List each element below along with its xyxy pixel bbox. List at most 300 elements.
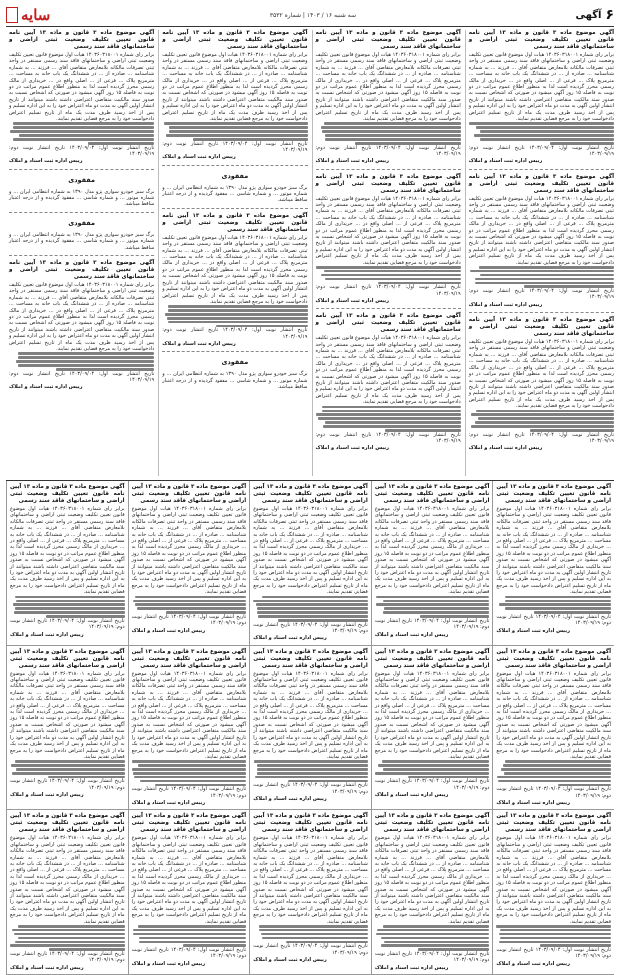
text-lines [375,760,490,778]
divider [469,169,614,170]
text-lines [316,406,461,432]
text-line [475,282,614,285]
legal-notice [316,30,461,165]
legal-notice [162,213,307,348]
legal-notice [10,484,125,638]
legal-notice [469,317,614,452]
text-lines [375,596,490,618]
page-number-block [575,7,614,23]
text-line [13,126,154,129]
ad-cell [249,646,371,811]
notice-body: برابر رای شماره ۱۴۰۳۶۰۳۱۸۰۰۱ هیات اول موضوع قانون تعیین تکلیف وضعیت ثبتی اراضی و ساختمانهای فاقد سند رسمی مستقر در واحد ثبتی تصرفات مالکانه بلامعارض متقاضی آقای ... فرزند ... به شماره شناسنامه ... صادره از ... در ششدانگ یک باب خانه به مساحت ... مترمربع پلاک ... فرعی از ... اصلی واقع در ... خریداری از مالک رسمی محرز گردیده است لذا به منظور اطلاع عموم مراتب در دو نوبت به فاصله ۱۵ روز آگهی میشود در صورتی که اشخاص نسبت به صدور سند مالکیت متقاضی اعتراضی داشته باشند میتوانند از تاریخ انتشار اولین آگهی به مدت دو ماه اعتراض خود را به این اداره تسلیم و پس از اخذ رسید ظرف مدت یک ماه از تاریخ تسلیم اعتراض دادخواست خود را به مرجع قضایی تقدیم نمایند. [253,835,368,925]
column-3 [158,30,307,476]
text-line [18,364,154,367]
notice-body: برابر رای شماره ۱۴۰۳۶۰۳۱۸۰۰۱ هیات اول موضوع قانون تعیین تکلیف وضعیت ثبتی اراضی و ساختمانهای فاقد سند رسمی مستقر در واحد ثبتی تصرفات مالکانه بلامعارض متقاضی آقای ... فرزند ... به شماره شناسنامه ... صادره از ... در ششدانگ یک باب خانه به مساحت ... مترمربع پلاک ... فرعی از ... اصلی واقع در ... خریداری از مالک رسمی محرز گردیده است لذا به منظور اطلاع عموم مراتب در دو نوبت به فاصله ۱۵ روز آگهی میشود در صورتی که اشخاص نسبت به صدور سند مالکیت متقاضی اعتراضی داشته باشند میتوانند از تاریخ انتشار اولین آگهی به مدت دو ماه اعتراض خود را به این اداره تسلیم و پس از اخذ رسید ظرف مدت یک ماه از تاریخ تسلیم اعتراض دادخواست خود را به مرجع قضایی تقدیم نمایند. [468,339,614,410]
text-line [325,278,461,281]
text-line [134,776,246,779]
legal-notice [375,484,490,638]
notice-signature: رییس اداره ثبت اسناد و املاک [496,627,570,634]
publish-dates: تاریخ انتشار نوبت اول: ۱۴۰۳/۰۹/۰۴ تاریخ انتشار نوبت دوم: ۱۴۰۳/۰۹/۱۹ [496,947,611,960]
text-line [381,937,489,940]
publish-dates: تاریخ انتشار نوبت اول: ۱۴۰۳/۰۹/۰۴ تاریخ انتشار نوبت دوم: ۱۴۰۳/۰۹/۱۹ [9,144,155,157]
text-line [56,368,154,371]
notice-signature: رییس اداره ثبت اسناد و املاک [9,384,83,391]
text-line [475,421,614,424]
notice-title: آگهی موضوع ماده ۳ قانون و ماده ۱۳ آیین نامه قانون تعیین تکلیف وضعیت ثبتی اراضی و ساختمانهای فاقد سند رسمی [253,813,368,834]
text-line [261,933,368,936]
divider [469,312,614,313]
text-line [378,282,460,285]
text-line [49,948,124,951]
text-line [524,285,614,288]
notice-title: آگهی موضوع ماده ۳ قانون و ماده ۱۳ آیین نامه قانون تعیین تکلیف وضعیت ثبتی اراضی و ساختمانهای فاقد سند رسمی [496,648,611,669]
notice-title: آگهی موضوع ماده ۳ قانون و ماده ۱۳ آیین نامه قانون تعیین تکلیف وضعیت ثبتی اراضی و ساختمانهای فاقد سند رسمی [468,30,614,50]
notice-body: برابر رای شماره ۱۴۰۳۶۰۳۱۸۰۰۱ هیات اول موضوع قانون تعیین تکلیف وضعیت ثبتی اراضی و ساختمانهای فاقد سند رسمی مستقر در واحد ثبتی تصرفات مالکانه بلامعارض متقاضی آقای ... فرزند ... به شماره شناسنامه ... صادره از ... در ششدانگ یک باب خانه به مساحت ... مترمربع پلاک ... فرعی از ... اصلی واقع در ... خریداری از مالک رسمی محرز گردیده است لذا به منظور اطلاع عموم مراتب در دو نوبت به فاصله ۱۵ روز آگهی میشود در صورتی که اشخاص نسبت به صدور سند مالکیت متقاضی اعتراضی داشته باشند میتوانند از تاریخ انتشار اولین آگهی به مدت دو ماه اعتراض خود را به این اداره تسلیم و پس از اخذ رسید ظرف مدت یک ماه از تاریخ تسلیم اعتراض دادخواست خود را به مرجع قضایی تقدیم نمایند. [131,670,247,760]
text-line [355,142,460,145]
notice-title: آگهی موضوع ماده ۳ قانون و ماده ۱۳ آیین نامه قانون تعیین تکلیف وضعیت ثبتی اراضی و ساختمانهای فاقد سند رسمی [496,484,611,504]
text-lines [469,410,614,432]
publish-dates: تاریخ انتشار نوبت اول: ۱۴۰۳/۰۹/۰۴ تاریخ انتشار نوبت دوم: ۱۴۰۳/۰۹/۱۹ [374,778,490,791]
text-lines [253,760,368,782]
section-heading: مفقودی [68,218,95,227]
publish-dates: تاریخ انتشار نوبت اول: ۱۴۰۳/۰۹/۰۴ تاریخ انتشار نوبت دوم: ۱۴۰۳/۰۹/۱۹ [374,617,490,631]
notice-title: آگهی موضوع ماده ۳ قانون و ماده ۱۳ آیین نامه قانون تعیین تکلیف وضعیت ثبتی اراضی و ساختمانهای فاقد سند رسمی [253,648,368,669]
text-line [10,130,154,133]
text-line [257,772,367,775]
text-line [257,611,367,614]
text-line [183,944,246,947]
text-line [324,122,461,125]
text-line [383,768,490,771]
text-line [258,615,368,618]
legal-notice [496,649,611,807]
page-number: ۶ [605,7,614,23]
notice-signature: رییس اداره ثبت اسناد و املاک [315,297,390,304]
text-lines [132,925,247,947]
text-line [499,941,611,944]
text-line [499,933,611,936]
legal-notice [469,174,614,309]
publish-dates: تاریخ انتشار نوبت اول: ۱۴۰۳/۰۹/۰۴ تاریخ انتشار نوبت دوم: ۱۴۰۳/۰۹/۱۹ [253,621,368,635]
text-line [383,600,489,603]
text-line [478,417,614,420]
notice-signature: رییس اداره ثبت اسناد و املاک [10,792,84,799]
text-line [288,780,368,783]
legal-notice [132,484,247,634]
publish-dates: تاریخ انتشار نوبت اول: ۱۴۰۳/۰۹/۰۴ تاریخ انتشار نوبت دوم: ۱۴۰۳/۰۹/۱۹ [131,786,247,799]
logo-text: سایه [21,6,51,24]
notice-title: آگهی موضوع ماده ۳ قانون و ماده ۱۳ آیین نامه قانون تعیین تکلیف وضعیت ثبتی اراضی و ساختمانهای فاقد سند رسمی [374,484,490,504]
text-lines [10,925,125,951]
notice-signature: رییس اداره ثبت اسناد و املاک [9,158,83,165]
text-line [164,122,307,125]
text-line [257,764,367,767]
text-line [169,130,308,133]
text-line [18,925,124,928]
text-line [530,429,614,432]
divider [162,351,307,352]
text-line [469,122,614,125]
text-line [46,615,124,618]
text-line [262,596,368,599]
text-lines [496,925,611,947]
bottom-ad-grid [6,480,614,971]
masthead [6,4,614,27]
publish-dates: تاریخ انتشار نوبت اول: ۱۴۰۳/۰۹/۰۴ تاریخ انتشار نوبت دوم: ۱۴۰۳/۰۹/۱۹ [162,327,308,340]
text-line [377,929,490,932]
text-line [324,270,460,273]
notice-signature: رییس اداره ثبت اسناد و املاک [162,341,236,348]
notice-signature: رییس اداره ثبت اسناد و املاک [253,956,327,963]
text-line [471,413,614,416]
legal-notice [132,649,247,807]
notice-signature: رییس اداره ثبت اسناد و املاک [10,631,84,638]
publish-dates: تاریخ انتشار نوبت اول: ۱۴۰۳/۰۹/۰۴ تاریخ انتشار نوبت دوم: ۱۴۰۳/۰۹/۱۹ [468,431,614,444]
notice-signature: رییس اداره ثبت اسناد و املاک [468,301,543,308]
ad-cell [128,810,250,975]
publish-dates: تاریخ انتشار نوبت اول: ۱۴۰۳/۰۹/۰۴ تاریخ انتشار نوبت دوم: ۱۴۰۳/۰۹/۱۹ [10,778,125,791]
divider [316,169,461,170]
notice-signature: رییس اداره ثبت اسناد و املاک [496,800,570,807]
text-line [253,600,368,603]
publish-dates: تاریخ انتشار نوبت اول: ۱۴۰۳/۰۹/۰۴ تاریخ انتشار نوبت دوم: ۱۴۰۳/۰۹/۱۹ [468,288,614,301]
notice-body: برابر رای شماره ۱۴۰۳۶۰۳۱۸۰۰۱ هیات اول موضوع قانون تعیین تکلیف وضعیت ثبتی اراضی و ساختمانهای فاقد سند رسمی مستقر در واحد ثبتی تصرفات مالکانه بلامعارض متقاضی آقای ... فرزند ... به شماره شناسنامه ... صادره از ... در ششدانگ یک باب خانه به مساحت ... مترمربع پلاک ... فرعی از ... اصلی واقع در ... خریداری از مالک رسمی محرز گردیده است لذا به منظور اطلاع عموم مراتب در دو نوبت به فاصله ۱۵ روز آگهی میشود در صورتی که اشخاص نسبت به صدور سند مالکیت متقاضی اعتراضی داشته باشند میتوانند از تاریخ انتشار اولین آگهی به مدت دو ماه اعتراض خود را به این اداره تسلیم و پس از اخذ رسید ظرف مدت یک ماه از تاریخ تسلیم اعتراض دادخواست خود را به مرجع قضایی تقدیم نمایند. [315,52,461,123]
text-line [384,607,490,610]
publish-dates: تاریخ انتشار نوبت اول: ۱۴۰۳/۰۹/۰۴ تاریخ انتشار نوبت دوم: ۱۴۰۳/۰۹/۱۹ [468,144,614,157]
notice-title: آگهی موضوع ماده ۳ قانون و ماده ۱۳ آیین نامه قانون تعیین تکلیف وضعیت ثبتی اراضی و ساختمانهای فاقد سند رسمی [131,484,247,504]
text-line [500,937,611,940]
text-line [479,266,614,269]
text-line [13,138,154,141]
text-line [256,603,368,606]
notice-signature: رییس اداره ثبت اسناد و املاک [315,445,390,452]
notice-body: برابر رای شماره ۱۴۰۳۶۰۳۱۸۰۰۱ هیات اول موضوع قانون تعیین تکلیف وضعیت ثبتی اراضی و ساختمانهای فاقد سند رسمی مستقر در واحد ثبتی تصرفات مالکانه بلامعارض متقاضی آقای ... فرزند ... به شماره شناسنامه ... صادره از ... در ششدانگ یک باب خانه به مساحت ... مترمربع پلاک ... فرعی از ... اصلی واقع در ... خریداری از مالک رسمی محرز گردیده است لذا به منظور اطلاع عموم مراتب در دو نوبت به فاصله ۱۵ روز آگهی میشود در صورتی که اشخاص نسبت به صدور سند مالکیت متقاضی اعتراضی داشته باشند میتوانند از تاریخ انتشار اولین آگهی به مدت دو ماه اعتراض خود را به این اداره تسلیم و پس از اخذ رسید ظرف مدت یک ماه از تاریخ تسلیم اعتراض دادخواست خود را به مرجع قضایی تقدیم نمایند. [468,52,614,123]
text-line [259,929,368,932]
text-line [166,134,307,137]
text-line [15,941,125,944]
text-lines [253,925,368,943]
notice-title: آگهی موضوع ماده ۳ قانون و ماده ۱۳ آیین نامه قانون تعیین تکلیف وضعیت ثبتی اراضی و ساختمانهای فاقد سند رسمی [9,30,155,50]
ad-cell [492,481,614,646]
text-lines [375,925,490,951]
text-line [16,600,124,603]
notice-body: برابر رای شماره ۱۴۰۳۶۰۳۱۸۰۰۱ هیات اول موضوع قانون تعیین تکلیف وضعیت ثبتی اراضی و ساختمانهای فاقد سند رسمی مستقر در واحد ثبتی تصرفات مالکانه بلامعارض متقاضی آقای ... فرزند ... به شماره شناسنامه ... صادره از ... در ششدانگ یک باب خانه به مساحت ... مترمربع پلاک ... فرعی از ... اصلی واقع در ... خریداری از مالک رسمی محرز گردیده است لذا به منظور اطلاع عموم مراتب در دو نوبت به فاصله ۱۵ روز آگهی میشود در صورتی که اشخاص نسبت به صدور سند مالکیت متقاضی اعتراضی داشته باشند میتوانند از تاریخ انتشار اولین آگهی به مدت دو ماه اعتراض خود را به این اداره تسلیم و پس از اخذ رسید ظرف مدت یک ماه از تاریخ تسلیم اعتراض دادخواست خود را به مرجع قضایی تقدیم نمایند. [315,195,461,266]
text-line [383,611,489,614]
text-line [257,768,368,771]
lost-item-notice: برگ سبز خودرو سواری پژو مدل ۱۳۹۰ به شماره انتظامی ایران ... و شماره موتور ... و شماره شاسی ... مفقود گردیده و از درجه اعتبار ساقط میباشد. [9,231,155,251]
notice-body: برابر رای شماره ۱۴۰۳۶۰۳۱۸۰۰۱ هیات اول موضوع قانون تعیین تکلیف وضعیت ثبتی اراضی و ساختمانهای فاقد سند رسمی مستقر در واحد ثبتی تصرفات مالکانه بلامعارض متقاضی آقای ... فرزند ... به شماره شناسنامه ... صادره از ... در ششدانگ یک باب خانه به مساحت ... مترمربع پلاک ... فرعی از ... اصلی واقع در ... خریداری از مالک رسمی محرز گردیده است لذا به منظور اطلاع عموم مراتب در دو نوبت به فاصله ۱۵ روز آگهی میشود در صورتی که اشخاص نسبت به صدور سند مالکیت متقاضی اعتراضی داشته باشند میتوانند از تاریخ انتشار اولین آگهی به مدت دو ماه اعتراض خود را به این اداره تسلیم و پس از اخذ رسید ظرف مدت یک ماه از تاریخ تسلیم اعتراض دادخواست خود را به مرجع قضایی تقدیم نمایند. [374,506,490,596]
text-lines [469,266,614,288]
text-line [168,305,308,308]
text-line [135,603,246,606]
text-line [476,126,614,129]
text-line [15,596,124,599]
notice-body: برابر رای شماره ۱۴۰۳۶۰۳۱۸۰۰۱ هیات اول موضوع قانون تعیین تکلیف وضعیت ثبتی اراضی و ساختمانهای فاقد سند رسمی مستقر در واحد ثبتی تصرفات مالکانه بلامعارض متقاضی آقای ... فرزند ... به شماره شناسنامه ... صادره از ... در ششدانگ یک باب خانه به مساحت ... مترمربع پلاک ... فرعی از ... اصلی واقع در ... خریداری از مالک رسمی محرز گردیده است لذا به منظور اطلاع عموم مراتب در دو نوبت به فاصله ۱۵ روز آگهی میشود در صورتی که اشخاص نسبت به صدور سند مالکیت متقاضی اعتراضی داشته باشند میتوانند از تاریخ انتشار اولین آگهی به مدت دو ماه اعتراض خود را به این اداره تسلیم و پس از اخذ رسید ظرف مدت یک ماه از تاریخ تسلیم اعتراض دادخواست خود را به مرجع قضایی تقدیم نمایند. [131,506,247,596]
notice-title: آگهی موضوع ماده ۳ قانون و ماده ۱۳ آیین نامه قانون تعیین تکلیف وضعیت ثبتی اراضی و ساختمانهای فاقد سند رسمی [253,484,368,504]
text-line [18,352,154,355]
notice-body: برابر رای شماره ۱۴۰۳۶۰۳۱۸۰۰۱ هیات اول موضوع قانون تعیین تکلیف وضعیت ثبتی اراضی و ساختمانهای فاقد سند رسمی مستقر در واحد ثبتی تصرفات مالکانه بلامعارض متقاضی آقای ... فرزند ... به شماره شناسنامه ... صادره از ... در ششدانگ یک باب خانه به مساحت ... مترمربع پلاک ... فرعی از ... اصلی واقع در ... خریداری از مالک رسمی محرز گردیده است لذا به منظور اطلاع عموم مراتب در دو نوبت به فاصله ۱۵ روز آگهی میشود در صورتی که اشخاص نسبت به صدور سند مالکیت متقاضی اعتراضی داشته باشند میتوانند از تاریخ انتشار اولین آگهی به مدت دو ماه اعتراض خود را به این اداره تسلیم و پس از اخذ رسید ظرف مدت یک ماه از تاریخ تسلیم اعتراض دادخواست خود را به مرجع قضایی تقدیم نمایند. [374,835,490,925]
text-line [383,925,490,928]
text-line [167,317,307,320]
text-line [132,768,246,771]
newspaper-logo [6,6,50,24]
divider [9,212,154,213]
text-line [497,776,611,779]
text-line [500,929,611,932]
notice-title: آگهی موضوع ماده ۳ قانون و ماده ۱۳ آیین نامه قانون تعیین تکلیف وضعیت ثبتی اراضی و ساختمانهای فاقد سند رسمی [131,813,247,834]
text-line [558,784,611,787]
legal-notice [469,30,614,165]
text-line [480,130,614,133]
publish-dates: تاریخ انتشار نوبت اول: ۱۴۰۳/۰۹/۰۴ تاریخ انتشار نوبت دوم: ۱۴۰۳/۰۹/۱۹ [315,284,461,297]
text-line [325,134,461,137]
text-line [325,421,461,424]
text-line [18,356,155,359]
text-line [12,772,125,775]
text-lines [496,760,611,786]
text-line [376,596,490,599]
divider [162,165,307,166]
text-line [322,130,461,133]
logo-mark-icon [6,7,18,23]
legal-notice [253,649,368,803]
text-line [503,764,611,767]
text-lines [10,760,125,778]
publish-dates: تاریخ انتشار نوبت اول: ۱۴۰۳/۰۹/۰۴ تاریخ انتشار نوبت دوم: ۱۴۰۳/۰۹/۱۹ [496,613,611,627]
text-line [138,764,246,767]
legal-notice [253,813,368,963]
ad-cell [492,646,614,811]
issue-line: سه شنبه ۱۶ / ۱۴۰۳ | شماره ۳۵۳۲ [269,11,356,19]
text-line [140,780,247,783]
notice-signature: رییس اداره ثبت اسناد و املاک [131,627,206,634]
column-2 [312,30,461,476]
notice-body: برابر رای شماره ۱۴۰۳۶۰۳۱۸۰۰۱ هیات اول موضوع قانون تعیین تکلیف وضعیت ثبتی اراضی و ساختمانهای فاقد سند رسمی مستقر در واحد ثبتی تصرفات مالکانه بلامعارض متقاضی آقای ... فرزند ... به شماره شناسنامه ... صادره از ... در ششدانگ یک باب خانه به مساحت ... مترمربع پلاک ... فرعی از ... اصلی واقع در ... خریداری از مالک رسمی محرز گردیده است لذا به منظور اطلاع عموم مراتب در دو نوبت به فاصله ۱۵ روز آگهی میشود در صورتی که اشخاص نسبت به صدور سند مالکیت متقاضی اعتراضی داشته باشند میتوانند از تاریخ انتشار اولین آگهی به مدت دو ماه اعتراض خود را به این اداره تسلیم و پس از اخذ رسید ظرف مدت یک ماه از تاریخ تسلیم اعتراض دادخواست خود را به مرجع قضایی تقدیم نمایند. [131,835,247,925]
text-line [499,603,611,606]
text-line [385,429,461,432]
ad-cell [6,481,128,646]
text-line [168,309,307,312]
text-line [19,134,155,137]
notice-signature: رییس اداره ثبت اسناد و املاک [162,154,236,161]
legal-notice [10,649,125,799]
text-line [534,611,611,614]
text-line [262,937,368,940]
notice-title: آگهی موضوع ماده ۳ قانون و ماده ۱۳ آیین نامه قانون تعیین تکلیف وضعیت ثبتی اراضی و ساختمانهای فاقد سند رسمی [315,30,461,50]
text-line [322,410,461,413]
section-heading: مفقودی [68,175,95,184]
publish-dates: تاریخ انتشار نوبت اول: ۱۴۰۳/۰۹/۰۴ تاریخ انتشار نوبت دوم: ۱۴۰۳/۰۹/۱۹ [162,140,308,154]
text-line [475,278,614,281]
notice-signature: رییس اداره ثبت اسناد و املاک [374,792,449,799]
text-lines [316,122,461,144]
legal-notice [496,484,611,634]
legal-notice [316,174,461,305]
ad-cell [128,481,250,646]
text-line [133,600,246,603]
notice-title: آگهی موضوع ماده ۳ قانون و ماده ۱۳ آیین نامه قانون تعیین تکلیف وضعیت ثبتی اراضی و ساختمانهای فاقد سند رسمی [468,317,614,338]
divider [162,208,307,209]
text-line [10,944,124,947]
text-line [318,417,461,420]
ad-cell [249,810,371,975]
text-line [14,933,125,936]
text-line [321,126,461,129]
text-line [12,929,125,932]
text-line [540,944,611,947]
text-lines [496,596,611,614]
publish-dates: تاریخ انتشار نوبت اول: ۱۴۰۳/۰۹/۰۴ تاریخ انتشار نوبت دوم: ۱۴۰۳/۰۹/۱۹ [131,613,247,627]
text-line [11,764,125,767]
text-lines [316,266,461,284]
notice-body: برابر رای شماره ۱۴۰۳۶۰۳۱۸۰۰۱ هیات اول موضوع قانون تعیین تکلیف وضعیت ثبتی اراضی و ساختمانهای فاقد سند رسمی مستقر در واحد ثبتی تصرفات مالکانه بلامعارض متقاضی آقای ... فرزند ... به شماره شناسنامه ... صادره از ... در ششدانگ یک باب خانه به مساحت ... مترمربع پلاک ... فرعی از ... اصلی واقع در ... خریداری از مالک رسمی محرز گردیده است لذا به منظور اطلاع عموم مراتب در دو نوبت به فاصله ۱۵ روز آگهی میشود در صورتی که اشخاص نسبت به صدور سند مالکیت متقاضی اعتراضی داشته باشند میتوانند از تاریخ انتشار اولین آگهی به مدت دو ماه اعتراض خود را به این اداره تسلیم و پس از اخذ رسید ظرف مدت یک ماه از تاریخ تسلیم اعتراض دادخواست خود را به مرجع قضایی تقدیم نمایند. [496,835,611,925]
ad-cell [128,646,250,811]
text-line [376,603,489,606]
divider [9,255,154,256]
text-line [384,941,490,944]
text-line [496,925,611,928]
notice-signature: رییس اداره ثبت اسناد و املاک [315,158,390,165]
notice-title: آگهی موضوع ماده ۳ قانون و ماده ۱۳ آیین نامه قانون تعیین تکلیف وضعیت ثبتی اراضی و ساختمانهای فاقد سند رسمی [468,173,614,194]
text-line [476,410,615,413]
notice-body: برابر رای شماره ۱۴۰۳۶۰۳۱۸۰۰۱ هیات اول موضوع قانون تعیین تکلیف وضعیت ثبتی اراضی و ساختمانهای فاقد سند رسمی مستقر در واحد ثبتی تصرفات مالکانه بلامعارض متقاضی آقای ... فرزند ... به شماره شناسنامه ... صادره از ... در ششدانگ یک باب خانه به مساحت ... مترمربع پلاک ... فرعی از ... اصلی واقع در ... خریداری از مالک رسمی محرز گردیده است لذا به منظور اطلاع عموم مراتب در دو نوبت به فاصله ۱۵ روز آگهی میشود در صورتی که اشخاص نسبت به صدور سند مالکیت متقاضی اعتراضی داشته باشند میتوانند از تاریخ انتشار اولین آگهی به مدت دو ماه اعتراض خود را به این اداره تسلیم و پس از اخذ رسید ظرف مدت یک ماه از تاریخ تسلیم اعتراض دادخواست خود را به مرجع قضایی تقدیم نمایند. [162,52,308,123]
publish-dates: تاریخ انتشار نوبت اول: ۱۴۰۳/۰۹/۰۴ تاریخ انتشار نوبت دوم: ۱۴۰۳/۰۹/۱۹ [131,947,247,960]
notice-body: برابر رای شماره ۱۴۰۳۶۰۳۱۸۰۰۱ هیات اول موضوع قانون تعیین تکلیف وضعیت ثبتی اراضی و ساختمانهای فاقد سند رسمی مستقر در واحد ثبتی تصرفات مالکانه بلامعارض متقاضی آقای ... فرزند ... به شماره شناسنامه ... صادره از ... در ششدانگ یک باب خانه به مساحت ... مترمربع پلاک ... فرعی از ... اصلی واقع در ... خریداری از مالک رسمی محرز گردیده است لذا به منظور اطلاع عموم مراتب در دو نوبت به فاصله ۱۵ روز آگهی میشود در صورتی که اشخاص نسبت به صدور سند مالکیت متقاضی اعتراضی داشته باشند میتوانند از تاریخ انتشار اولین آگهی به مدت دو ماه اعتراض خود را به این اداره تسلیم و پس از اخذ رسید ظرف مدت یک ماه از تاریخ تسلیم اعتراض دادخواست خود را به مرجع قضایی تقدیم نمایند. [374,670,490,760]
notice-body: برابر رای شماره ۱۴۰۳۶۰۳۱۸۰۰۱ هیات اول موضوع قانون تعیین تکلیف وضعیت ثبتی اراضی و ساختمانهای فاقد سند رسمی مستقر در واحد ثبتی تصرفات مالکانه بلامعارض متقاضی آقای ... فرزند ... به شماره شناسنامه ... صادره از ... در ششدانگ یک باب خانه به مساحت ... مترمربع پلاک ... فرعی از ... اصلی واقع در ... خریداری از مالک رسمی محرز گردیده است لذا به منظور اطلاع عموم مراتب در دو نوبت به فاصله ۱۵ روز آگهی میشود در صورتی که اشخاص نسبت به صدور سند مالکیت متقاضی اعتراضی داشته باشند میتوانند از تاریخ انتشار اولین آگهی به مدت دو ماه اعتراض خود را به این اداره تسلیم و پس از اخذ رسید ظرف مدت یک ماه از تاریخ تسلیم اعتراض دادخواست خود را به مرجع قضایی تقدیم نمایند. [9,52,155,123]
notice-title: آگهی موضوع ماده ۳ قانون و ماده ۱۳ آیین نامه قانون تعیین تکلیف وضعیت ثبتی اراضی و ساختمانهای فاقد سند رسمی [162,30,308,50]
legal-notice [9,30,154,165]
notice-title: آگهی موضوع ماده ۳ قانون و ماده ۱۳ آیین نامه قانون تعیین تکلیف وضعیت ثبتی اراضی و ساختمانهای فاقد سند رسمی [374,813,490,834]
text-line [18,937,125,940]
notice-title: آگهی موضوع ماده ۳ قانون و ماده ۱۳ آیین نامه قانون تعیین تکلیف وضعیت ثبتی اراضی و ساختمانهای فاقد سند رسمی [131,648,247,669]
notice-signature: رییس اداره ثبت اسناد و املاک [374,964,449,971]
notice-body: برابر رای شماره ۱۴۰۳۶۰۳۱۸۰۰۱ هیات اول موضوع قانون تعیین تکلیف وضعیت ثبتی اراضی و ساختمانهای فاقد سند رسمی مستقر در واحد ثبتی تصرفات مالکانه بلامعارض متقاضی آقای ... فرزند ... به شماره شناسنامه ... صادره از ... در ششدانگ یک باب خانه به مساحت ... مترمربع پلاک ... فرعی از ... اصلی واقع در ... خریداری از مالک رسمی محرز گردیده است لذا به منظور اطلاع عموم مراتب در دو نوبت به فاصله ۱۵ روز آگهی میشود در صورتی که اشخاص نسبت به صدور سند مالکیت متقاضی اعتراضی داشته باشند میتوانند از تاریخ انتشار اولین آگهی به مدت دو ماه اعتراض خود را به این اداره تسلیم و پس از اخذ رسید ظرف مدت یک ماه از تاریخ تسلیم اعتراض دادخواست خود را به مرجع قضایی تقدیم نمایند. [10,670,125,760]
text-line [505,607,611,610]
top-columns [6,30,614,476]
text-lines [9,352,154,370]
column-4 [6,30,154,476]
legal-notice [9,260,154,391]
text-line [88,142,154,145]
notice-body: برابر رای شماره ۱۴۰۳۶۰۳۱۸۰۰۱ هیات اول موضوع قانون تعیین تکلیف وضعیت ثبتی اراضی و ساختمانهای فاقد سند رسمی مستقر در واحد ثبتی تصرفات مالکانه بلامعارض متقاضی آقای ... فرزند ... به شماره شناسنامه ... صادره از ... در ششدانگ یک باب خانه به مساحت ... مترمربع پلاک ... فرعی از ... اصلی واقع در ... خریداری از مالک رسمی محرز گردیده است لذا به منظور اطلاع عموم مراتب در دو نوبت به فاصله ۱۵ روز آگهی میشود در صورتی که اشخاص نسبت به صدور سند مالکیت متقاضی اعتراضی داشته باشند میتوانند از تاریخ انتشار اولین آگهی به مدت دو ماه اعتراض خود را به این اداره تسلیم و پس از اخذ رسید ظرف مدت یک ماه از تاریخ تسلیم اعتراض دادخواست خود را به مرجع قضایی تقدیم نمایند. [496,670,611,760]
section-name: آگهی [575,9,602,21]
text-lines [253,596,368,622]
text-line [382,760,490,763]
notice-signature: رییس اداره ثبت اسناد و املاک [374,631,449,638]
text-line [193,138,307,141]
notice-body: برابر رای شماره ۱۴۰۳۶۰۳۱۸۰۰۱ هیات اول موضوع قانون تعیین تکلیف وضعیت ثبتی اراضی و ساختمانهای فاقد سند رسمی مستقر در واحد ثبتی تصرفات مالکانه بلامعارض متقاضی آقای ... فرزند ... به شماره شناسنامه ... صادره از ... در ششدانگ یک باب خانه به مساحت ... مترمربع پلاک ... فرعی از ... اصلی واقع در ... خریداری از مالک رسمی محرز گردیده است لذا به منظور اطلاع عموم مراتب در دو نوبت به فاصله ۱۵ روز آگهی میشود در صورتی که اشخاص نسبت به صدور سند مالکیت متقاضی اعتراضی داشته باشند میتوانند از تاریخ انتشار اولین آگهی به مدت دو ماه اعتراض خود را به این اداره تسلیم و پس از اخذ رسید ظرف مدت یک ماه از تاریخ تسلیم اعتراض دادخواست خود را به مرجع قضایی تقدیم نمایند. [496,506,611,596]
text-line [257,607,368,610]
publish-dates: تاریخ انتشار نوبت اول: ۱۴۰۳/۰۹/۰۴ تاریخ انتشار نوبت دوم: ۱۴۰۳/۰۹/۱۹ [9,370,155,383]
text-line [216,325,308,328]
text-line [480,274,614,277]
notice-body: برابر رای شماره ۱۴۰۳۶۰۳۱۸۰۰۱ هیات اول موضوع قانون تعیین تکلیف وضعیت ثبتی اراضی و ساختمانهای فاقد سند رسمی مستقر در واحد ثبتی تصرفات مالکانه بلامعارض متقاضی آقای ... فرزند ... به شماره شناسنامه ... صادره از ... در ششدانگ یک باب خانه به مساحت ... مترمربع پلاک ... فرعی از ... اصلی واقع در ... خریداری از مالک رسمی محرز گردیده است لذا به منظور اطلاع عموم مراتب در دو نوبت به فاصله ۱۵ روز آگهی میشود در صورتی که اشخاص نسبت به صدور سند مالکیت متقاضی اعتراضی داشته باشند میتوانند از تاریخ انتشار اولین آگهی به مدت دو ماه اعتراض خود را به این اداره تسلیم و پس از اخذ رسید ظرف مدت یک ماه از تاریخ تسلیم اعتراض دادخواست خود را به مرجع قضایی تقدیم نمایند. [253,506,368,596]
text-line [16,768,125,771]
notice-body: برابر رای شماره ۱۴۰۳۶۰۳۱۸۰۰۱ هیات اول موضوع قانون تعیین تکلیف وضعیت ثبتی اراضی و ساختمانهای فاقد سند رسمی مستقر در واحد ثبتی تصرفات مالکانه بلامعارض متقاضی آقای ... فرزند ... به شماره شناسنامه ... صادره از ... در ششدانگ یک باب خانه به مساحت ... مترمربع پلاک ... فرعی از ... اصلی واقع در ... خریداری از مالک رسمی محرز گردیده است لذا به منظور اطلاع عموم مراتب در دو نوبت به فاصله ۱۵ روز آگهی میشود در صورتی که اشخاص نسبت به صدور سند مالکیت متقاضی اعتراضی داشته باشند میتوانند از تاریخ انتشار اولین آگهی به مدت دو ماه اعتراض خود را به این اداره تسلیم و پس از اخذ رسید ظرف مدت یک ماه از تاریخ تسلیم اعتراض دادخواست خود را به مرجع قضایی تقدیم نمایند. [468,195,614,266]
text-line [381,944,490,947]
text-line [132,760,246,763]
notice-signature: رییس اداره ثبت اسناد و املاک [131,800,206,807]
text-line [168,321,307,324]
ad-cell [249,481,371,646]
text-line [325,138,460,141]
text-line [505,596,611,599]
text-line [504,772,611,775]
text-lines [469,122,614,144]
text-line [165,313,308,316]
notice-body: برابر رای شماره ۱۴۰۳۶۰۳۱۸۰۰۱ هیات اول موضوع قانون تعیین تکلیف وضعیت ثبتی اراضی و ساختمانهای فاقد سند رسمی مستقر در واحد ثبتی تصرفات مالکانه بلامعارض متقاضی آقای ... فرزند ... به شماره شناسنامه ... صادره از ... در ششدانگ یک باب خانه به مساحت ... مترمربع پلاک ... فرعی از ... اصلی واقع در ... خریداری از مالک رسمی محرز گردیده است لذا به منظور اطلاع عموم مراتب در دو نوبت به فاصله ۱۵ روز آگهی میشود در صورتی که اشخاص نسبت به صدور سند مالکیت متقاضی اعتراضی داشته باشند میتوانند از تاریخ انتشار اولین آگهی به مدت دو ماه اعتراض خود را به این اداره تسلیم و پس از اخذ رسید ظرف مدت یک ماه از تاریخ تسلیم اعتراض دادخواست خود را به مرجع قضایی تقدیم نمایند. [9,281,155,353]
notice-title: آگهی موضوع ماده ۳ قانون و ماده ۱۳ آیین نامه قانون تعیین تکلیف وضعیت ثبتی اراضی و ساختمانهای فاقد سند رسمی [162,212,308,233]
text-line [375,772,489,775]
notice-body: برابر رای شماره ۱۴۰۳۶۰۳۱۸۰۰۱ هیات اول موضوع قانون تعیین تکلیف وضعیت ثبتی اراضی و ساختمانهای فاقد سند رسمی مستقر در واحد ثبتی تصرفات مالکانه بلامعارض متقاضی آقای ... فرزند ... به شماره شناسنامه ... صادره از ... در ششدانگ یک باب خانه به مساحت ... مترمربع پلاک ... فرعی از ... اصلی واقع در ... خریداری از مالک رسمی محرز گردیده است لذا به منظور اطلاع عموم مراتب در دو نوبت به فاصله ۱۵ روز آگهی میشود در صورتی که اشخاص نسبت به صدور سند مالکیت متقاضی اعتراضی داشته باشند میتوانند از تاریخ انتشار اولین آگهی به مدت دو ماه اعتراض خود را به این اداره تسلیم و پس از اخذ رسید ظرف مدت یک ماه از تاریخ تسلیم اعتراض دادخواست خود را به مرجع قضایی تقدیم نمایند. [10,506,125,596]
divider [316,308,461,309]
notice-title: آگهی موضوع ماده ۳ قانون و ماده ۱۳ آیین نامه قانون تعیین تکلیف وضعیت ثبتی اراضی و ساختمانهای فاقد سند رسمی [374,648,490,669]
notice-title: آگهی موضوع ماده ۳ قانون و ماده ۱۳ آیین نامه قانون تعیین تکلیف وضعیت ثبتی اراضی و ساختمانهای فاقد سند رسمی [10,813,125,834]
notice-signature: رییس اداره ثبت اسناد و املاک [10,964,84,971]
ad-cell [371,810,493,975]
text-line [255,776,368,779]
lost-item-notice: برگ سبز خودرو سواری پژو مدل ۱۳۹۰ به شماره انتظامی ایران ... و شماره موتور ... و شماره شاسی ... مفقود گردیده و از درجه اعتبار ساقط میباشد. [9,188,155,208]
divider [9,169,154,170]
ad-cell [371,481,493,646]
notice-title: آگهی موضوع ماده ۳ قانون و ماده ۱۳ آیین نامه قانون تعیین تکلیف وضعیت ثبتی اراضی و ساختمانهای فاقد سند رسمی [315,313,461,334]
publish-dates: تاریخ انتشار نوبت اول: ۱۴۰۳/۰۹/۰۴ تاریخ انتشار نوبت دوم: ۱۴۰۳/۰۹/۱۹ [315,144,461,157]
text-line [15,607,124,610]
publish-dates: تاریخ انتشار نوبت اول: ۱۴۰۳/۰۹/۰۴ تاریخ انتشار نوبت دوم: ۱۴۰۳/۰۹/۱۹ [253,943,368,956]
text-line [470,270,614,273]
ad-cell [492,810,614,975]
text-line [471,425,614,428]
text-line [14,611,125,614]
text-line [139,941,247,944]
text-line [376,933,489,936]
text-lines [162,122,307,140]
legal-notice [132,813,247,967]
text-line [480,138,614,141]
legal-notice [253,484,368,642]
notice-signature: رییس اداره ثبت اسناد و املاک [131,960,206,967]
text-line [155,784,246,787]
notice-title: آگهی موضوع ماده ۳ قانون و ماده ۱۳ آیین نامه قانون تعیین تکلیف وضعیت ثبتی اراضی و ساختمانهای فاقد سند رسمی [10,648,125,669]
notice-signature: رییس اداره ثبت اسناد و املاک [468,158,543,165]
text-line [133,929,246,932]
notice-body: برابر رای شماره ۱۴۰۳۶۰۳۱۸۰۰۱ هیات اول موضوع قانون تعیین تکلیف وضعیت ثبتی اراضی و ساختمانهای فاقد سند رسمی مستقر در واحد ثبتی تصرفات مالکانه بلامعارض متقاضی آقای ... فرزند ... به شماره شناسنامه ... صادره از ... در ششدانگ یک باب خانه به مساحت ... مترمربع پلاک ... فرعی از ... اصلی واقع در ... خریداری از مالک رسمی محرز گردیده است لذا به منظور اطلاع عموم مراتب در دو نوبت به فاصله ۱۵ روز آگهی میشود در صورتی که اشخاص نسبت به صدور سند مالکیت متقاضی اعتراضی داشته باشند میتوانند از تاریخ انتشار اولین آگهی به مدت دو ماه اعتراض خود را به این اداره تسلیم و پس از اخذ رسید ظرف مدت یک ماه از تاریخ تسلیم اعتراض دادخواست خود را به مرجع قضایی تقدیم نمایند. [162,234,308,305]
text-line [322,406,461,409]
notice-signature: رییس اداره ثبت اسناد و املاک [468,445,543,452]
legal-notice [375,813,490,971]
text-line [16,360,154,363]
text-line [378,764,489,767]
text-line [550,142,614,145]
text-line [13,603,124,606]
text-line [259,925,368,928]
text-line [321,274,460,277]
text-lines [132,596,247,614]
publish-dates: تاریخ انتشار نوبت اول: ۱۴۰۳/۰۹/۰۴ تاریخ انتشار نوبت دوم: ۱۴۰۳/۰۹/۱۹ [315,431,461,444]
legal-notice [316,313,461,451]
text-lines [162,305,307,327]
text-line [133,772,246,775]
publish-dates: تاریخ انتشار نوبت اول: ۱۴۰۳/۰۹/۰۴ تاریخ انتشار نوبت دوم: ۱۴۰۳/۰۹/۱۹ [253,782,368,795]
section-heading: مفقودی [221,171,249,180]
text-line [169,126,307,129]
text-line [15,760,124,763]
legal-notice [496,813,611,967]
publish-dates: تاریخ انتشار نوبت اول: ۱۴۰۳/۰۹/۰۴ تاریخ انتشار نوبت دوم: ۱۴۰۳/۰۹/۱۹ [496,786,611,799]
notice-title: آگهی موضوع ماده ۳ قانون و ماده ۱۳ آیین نامه قانون تعیین تکلیف وضعیت ثبتی اراضی و ساختمانهای فاقد سند رسمی [496,813,611,834]
notice-title: آگهی موضوع ماده ۳ قانون و ماده ۱۳ آیین نامه قانون تعیین تکلیف وضعیت ثبتی اراضی و ساختمانهای فاقد سند رسمی [10,484,125,504]
text-line [254,760,367,763]
